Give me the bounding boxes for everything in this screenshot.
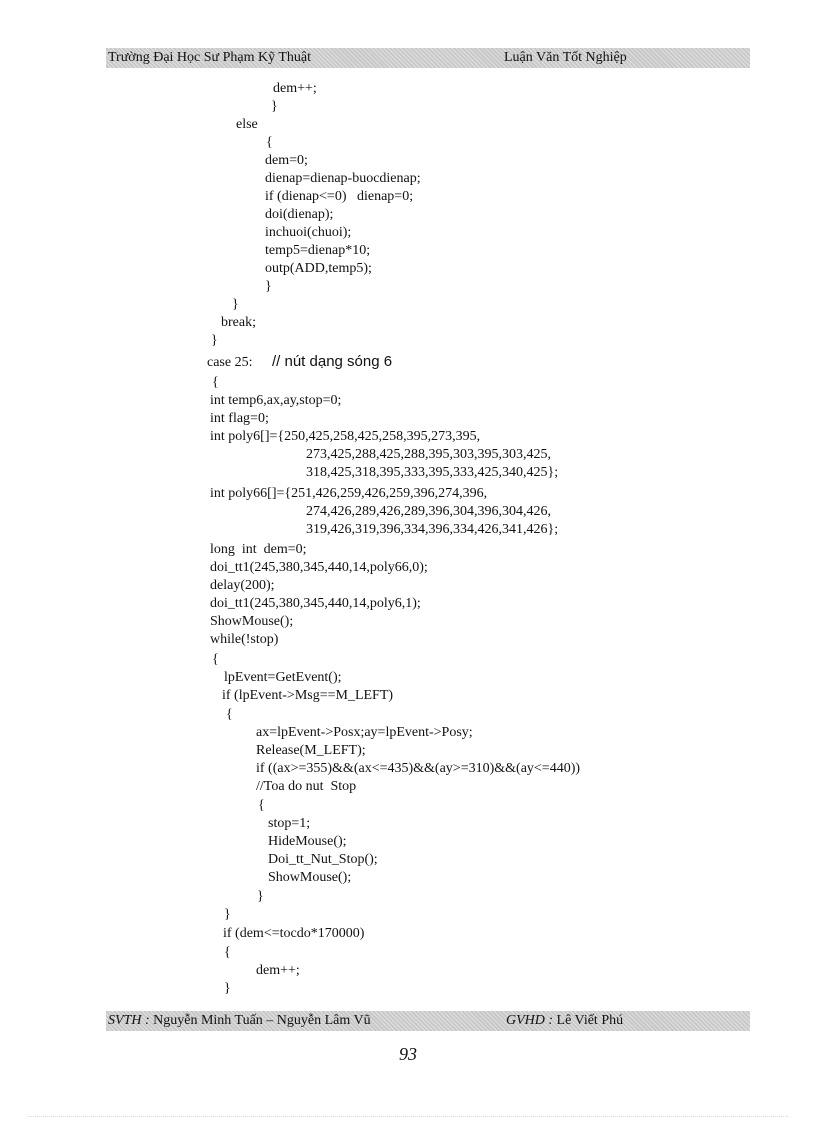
code-line: }	[224, 907, 231, 922]
code-line: if (lpEvent->Msg==M_LEFT)	[222, 688, 394, 703]
code-line: {	[258, 798, 265, 813]
page-edge-divider	[28, 1116, 788, 1117]
code-line: if ((ax>=355)&&(ax<=435)&&(ay>=310)&&(ay<=440))	[256, 761, 581, 776]
code-line: {	[224, 945, 231, 960]
gvhd-label: GVHD :	[506, 1013, 554, 1028]
code-line: long int dem=0;	[210, 542, 307, 557]
code-line: }	[271, 99, 278, 114]
code-line: {	[226, 707, 233, 722]
footer-students	[108, 1011, 371, 1031]
code-line: case 25:	[207, 355, 253, 370]
code-line: dem++;	[256, 963, 300, 978]
code-line: int flag=0;	[210, 411, 269, 426]
code-line: int temp6,ax,ay,stop=0;	[210, 393, 342, 408]
header-thesis-title: Luận Văn Tốt Nghiệp	[504, 50, 627, 65]
code-line: 274,426,289,426,289,396,304,396,304,426,	[306, 504, 551, 519]
code-line: else	[236, 117, 258, 132]
code-line: 319,426,319,396,334,396,334,426,341,426};	[306, 522, 559, 537]
code-line: delay(200);	[210, 578, 275, 593]
code-line: }	[211, 333, 218, 348]
code-line: }	[265, 279, 272, 294]
page-footer	[106, 1011, 750, 1031]
code-line: if (dienap<=0) dienap=0;	[265, 189, 414, 204]
code-line: while(!stop)	[210, 632, 279, 647]
footer-advisor	[506, 1011, 623, 1031]
code-line: ax=lpEvent->Posx;ay=lpEvent->Posy;	[256, 725, 473, 740]
code-comment: // nút dạng sóng 6	[272, 353, 393, 370]
code-line: }	[224, 981, 231, 996]
code-line: HideMouse();	[268, 834, 347, 849]
header-school: Trường Đại Học Sư Phạm Kỹ Thuật	[108, 50, 312, 65]
code-line: break;	[221, 315, 256, 330]
code-line: dienap=dienap-buocdienap;	[265, 171, 421, 186]
code-line: outp(ADD,temp5);	[265, 261, 372, 276]
code-line: }	[257, 889, 264, 904]
advisor-name: Lê Viết Phú	[556, 1013, 624, 1028]
code-line: {	[212, 375, 219, 390]
code-line: ShowMouse();	[210, 614, 294, 629]
code-line: lpEvent=GetEvent();	[224, 670, 342, 685]
code-line: inchuoi(chuoi);	[265, 225, 352, 240]
code-line: stop=1;	[268, 816, 311, 831]
code-line: 318,425,318,395,333,395,333,425,340,425};	[306, 465, 559, 480]
code-line: {	[212, 652, 219, 667]
student-names: Nguyễn Minh Tuấn – Nguyễn Lâm Vũ	[153, 1013, 371, 1028]
code-line: Doi_tt_Nut_Stop();	[268, 852, 378, 867]
code-line: dem=0;	[265, 153, 308, 168]
code-line: }	[232, 297, 239, 312]
code-line: //Toa do nut Stop	[256, 779, 357, 794]
page-number: 93	[399, 1044, 417, 1064]
code-line: Release(M_LEFT);	[256, 743, 366, 758]
code-line: doi_tt1(245,380,345,440,14,poly6,1);	[210, 596, 421, 611]
code-line: ShowMouse();	[268, 870, 352, 885]
code-line: doi(dienap);	[265, 207, 334, 222]
code-line: dem++;	[273, 81, 317, 96]
code-line: if (dem<=tocdo*170000)	[223, 926, 365, 941]
svth-label: SVTH :	[108, 1013, 150, 1028]
code-line: 273,425,288,425,288,395,303,395,303,425,	[306, 447, 551, 462]
code-line: int poly66[]={251,426,259,426,259,396,274,396,	[210, 486, 488, 501]
code-line: {	[266, 135, 273, 150]
code-line: doi_tt1(245,380,345,440,14,poly66,0);	[210, 560, 428, 575]
code-line: temp5=dienap*10;	[265, 243, 371, 258]
code-line: int poly6[]={250,425,258,425,258,395,273,395,	[210, 429, 481, 444]
